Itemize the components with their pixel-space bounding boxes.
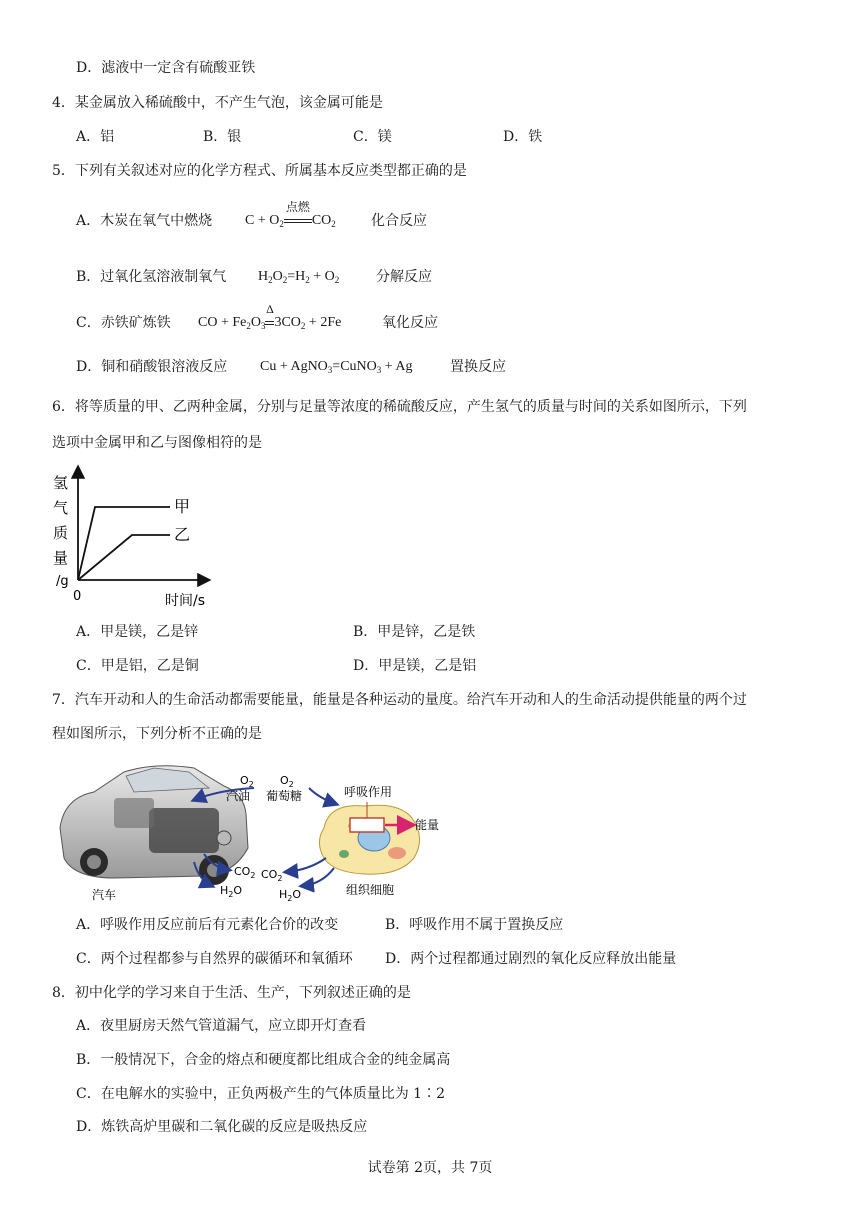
q5-stem: 5．下列有关叙述对应的化学方程式、所属基本反应类型都正确的是	[52, 163, 467, 179]
car-label: 汽车	[92, 888, 117, 902]
q8-option-a: A．夜里厨房天然气管道漏气，应立即开灯查看	[76, 1018, 367, 1034]
cell-h2o-arrow	[302, 868, 334, 886]
q7-option-d: D．两个过程都通过剧烈的氧化反应释放出能量	[385, 951, 677, 967]
q5-option-d-type: 置换反应	[450, 359, 506, 375]
car-co2-label: $CO_2$	[234, 865, 256, 880]
cell-o2-label: $O_2$	[280, 774, 294, 789]
cell-input-arrow	[309, 788, 336, 804]
car-o2-label: $O_2$	[240, 774, 254, 789]
series-label-yi: 乙	[174, 525, 191, 544]
series-label-jia: 甲	[174, 497, 191, 516]
series-line-yi	[78, 535, 170, 580]
respiration-label: 呼吸作用	[344, 785, 393, 799]
q8-stem: 8．初中化学的学习来自于生活、生产，下列叙述正确的是	[52, 985, 411, 1001]
q7-stem-line1: 7．汽车开动和人的生命活动都需要能量，能量是各种运动的量度。给汽车开动和人的生命活动提供能量的两个过	[52, 692, 747, 708]
q4-stem: 4．某金属放入稀硫酸中，不产生气泡，该金属可能是	[52, 95, 383, 111]
cell-label: 组织细胞	[346, 883, 395, 897]
q7-energy-process-figure	[54, 758, 454, 903]
q6-option-c: C．甲是铝，乙是铜	[76, 658, 199, 674]
q7-option-a: A．呼吸作用反应前后有元素化合价的改变	[76, 917, 339, 933]
q5-option-c-type: 氧化反应	[382, 315, 438, 331]
cell-co2-label: $CO_2$	[261, 868, 283, 883]
q5-option-b-label: B．过氧化氢溶液制氧气	[76, 269, 227, 285]
q5-option-d-label: D．铜和硝酸银溶液反应	[76, 359, 228, 375]
y-label-char: 气	[53, 499, 69, 517]
y-label-char: 氢	[53, 474, 69, 492]
reaction-condition: Δ	[265, 313, 274, 333]
q6-stem-line2: 选项中金属甲和乙与图像相符的是	[52, 435, 262, 451]
y-label-char: 量	[53, 549, 69, 567]
q3-option-d: D．滤液中一定含有硫酸亚铁	[76, 60, 256, 76]
cell-h2o-label: $H_2O$	[279, 888, 302, 903]
glucose-label: 葡萄糖	[266, 789, 303, 803]
q5-option-d-equation: Cu + AgNO$_3$=CuNO$_3$ + Ag	[260, 359, 413, 375]
q8-option-b: B．一般情况下，合金的熔点和硬度都比组成合金的纯金属高	[76, 1052, 451, 1068]
cell-co2-arrow	[286, 858, 326, 872]
q5-option-a-equation: $C + O_2$ 点燃 $CO_2$	[245, 200, 336, 229]
q7-stem-line2: 程如图所示，下列分析不正确的是	[52, 726, 262, 742]
respiration-box	[350, 818, 384, 832]
gasoline-label: 汽油	[226, 789, 251, 803]
q8-option-c: C．在电解水的实验中，正负两极产生的气体质量比为 1∶2	[76, 1086, 445, 1102]
q6-option-b: B．甲是锌，乙是铁	[353, 624, 476, 640]
q5-option-c-equation: CO + $Fe_2O_3$ Δ $3CO_2 + 2Fe$	[198, 302, 342, 331]
q7-option-b: B．呼吸作用不属于置换反应	[385, 917, 564, 933]
page-footer: 试卷第 2页，共 7页	[367, 1160, 493, 1176]
q4-option-b: B．银	[203, 129, 242, 145]
origin-label: 0	[73, 589, 82, 604]
reaction-condition: 点燃	[284, 211, 312, 231]
car-h2o-label: $H_2O$	[220, 884, 243, 899]
q6-option-a: A．甲是镁，乙是锌	[76, 624, 199, 640]
tissue-cell-illustration	[319, 802, 419, 874]
q4-option-a: A．铝	[76, 129, 115, 145]
q6-stem-line1: 6．将等质量的甲、乙两种金属，分别与足量等浓度的稀硫酸反应，产生氢气的质量与时间的关系如图所示，下列	[52, 399, 747, 415]
q6-option-d: D．甲是镁，乙是铝	[353, 658, 477, 674]
q5-option-b-type: 分解反应	[376, 269, 432, 285]
q4-option-d: D．铁	[503, 129, 543, 145]
energy-label: 能量	[415, 818, 440, 832]
q8-option-d: D．炼铁高炉里碳和二氧化碳的反应是吸热反应	[76, 1119, 368, 1135]
q6-hydrogen-mass-graph	[50, 460, 220, 612]
q5-option-c-label: C．赤铁矿炼铁	[76, 315, 171, 331]
q7-option-c: C．两个过程都参与自然界的碳循环和氧循环	[76, 951, 353, 967]
q5-option-a-label: A．木炭在氧气中燃烧	[76, 213, 213, 229]
y-label-char: 质	[53, 524, 69, 542]
x-label: 时间/s	[165, 593, 206, 609]
q5-option-a-type: 化合反应	[371, 213, 427, 229]
q4-option-c: C．镁	[353, 129, 392, 145]
q5-option-b-equation: $H_2O_2=H_2 + O_2$	[258, 269, 340, 285]
y-unit: /g	[56, 574, 69, 589]
